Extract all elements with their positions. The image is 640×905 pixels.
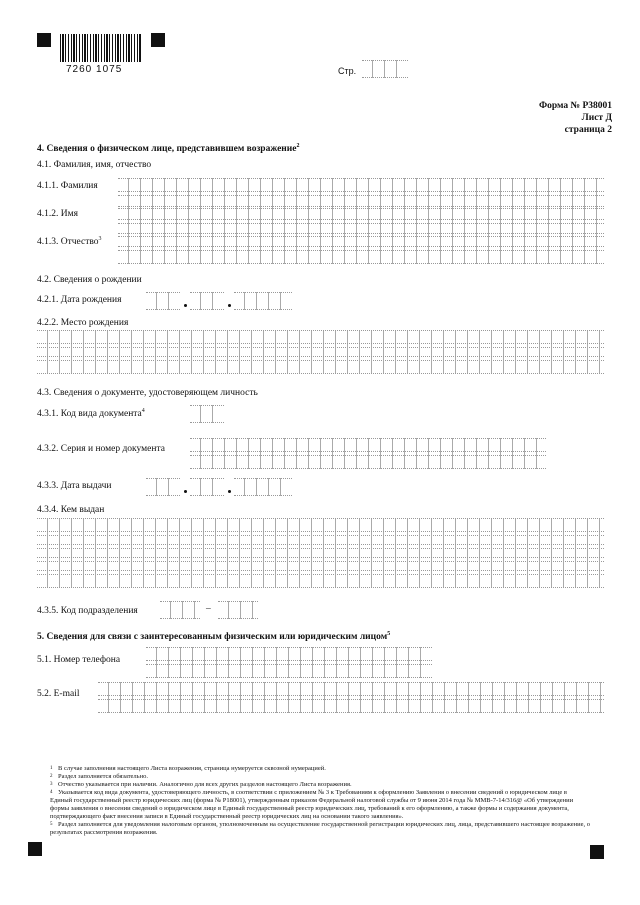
email-field-row2[interactable]	[98, 695, 604, 713]
section-4-3-label: 4.3. Сведения о документе, удостоверяющем личность	[37, 388, 258, 398]
date-separator	[184, 304, 187, 307]
birth-year-cells[interactable]	[234, 292, 292, 310]
subdivision-code-part2[interactable]	[218, 601, 258, 619]
patronymic-field-row2[interactable]	[118, 246, 604, 264]
marker-top-left	[37, 33, 51, 47]
marker-top-right	[151, 33, 165, 47]
barcode-number: 7260 1075	[66, 64, 123, 75]
section-5-title: 5. Сведения для связи с заинтересованным физическим или юридическим лицом$^5$	[37, 631, 391, 643]
birth-place-label: 4.2.2. Место рождения	[37, 318, 129, 328]
issue-year-cells[interactable]	[234, 478, 292, 496]
form-title: Форма № Р38001	[538, 101, 612, 111]
phone-label: 5.1. Номер телефона	[37, 655, 121, 665]
issue-month-cells[interactable]	[190, 478, 224, 496]
section-4-2-label: 4.2. Сведения о рождении	[37, 275, 142, 285]
issue-day-cells[interactable]	[146, 478, 180, 496]
email-label: 5.2. E-mail	[37, 689, 80, 699]
marker-bottom-right	[590, 845, 604, 859]
date-separator	[228, 304, 231, 307]
page-sub-label: страница 2	[564, 125, 612, 135]
page-number-cells[interactable]	[362, 60, 408, 78]
birth-day-cells[interactable]	[146, 292, 180, 310]
patronymic-label: 4.1.3. Отчество$^3$	[37, 236, 102, 248]
issue-date-label: 4.3.3. Дата выдачи	[37, 481, 112, 491]
subdivision-code-label: 4.3.5. Код подразделения	[37, 606, 138, 616]
birth-month-cells[interactable]	[190, 292, 224, 310]
name-label: 4.1.2. Имя	[37, 209, 78, 219]
date-separator	[228, 490, 231, 493]
issued-by-label: 4.3.4. Кем выдан	[37, 505, 105, 515]
footnote: 3 Отчество указывается при наличии. Аналогично для всех других разделов настоящего Листа возражения.	[50, 781, 352, 788]
doc-code-label: 4.3.1. Код вида документа$^4$	[37, 408, 145, 420]
phone-field-row2[interactable]	[146, 660, 432, 678]
birth-date-label: 4.2.1. Дата рождения	[37, 295, 122, 305]
marker-bottom-left	[28, 842, 42, 856]
doc-code-cells[interactable]	[190, 405, 224, 423]
barcode	[60, 34, 142, 62]
date-separator	[184, 490, 187, 493]
issued-by-row5[interactable]	[37, 570, 604, 588]
subdivision-code-part1[interactable]	[160, 601, 200, 619]
footnotes	[50, 765, 590, 837]
sheet-label: Лист Д	[581, 113, 612, 123]
footnote: 2 Раздел заполняется обязательно.	[50, 773, 148, 780]
section-4-title: 4. Сведения о физическом лице, представившем возражение$^2$	[37, 143, 300, 155]
surname-label: 4.1.1. Фамилия	[37, 181, 98, 191]
page-label: Стр.	[338, 66, 357, 76]
footnote: 1 В случае заполнения настоящего Листа возражения, страница нумеруется сквозной нумерацией.	[50, 765, 326, 772]
birth-place-row3[interactable]	[37, 356, 604, 374]
subdivision-dash: –	[206, 604, 211, 614]
doc-number-row2[interactable]	[190, 451, 546, 469]
doc-number-label: 4.3.2. Серия и номер документа	[37, 444, 165, 454]
footnote: 5 Раздел заполняется для уведомления налоговым органом, уполномоченным на осуществление государственной регистрации юридических лиц, лица, представившего настоящее возражение, о результатах рассмотрения возражения.	[50, 821, 590, 836]
footnote: 4 Указывается код вида документа, удостоверяющего личность, в соответствии с приложением № 3 к Требованиям к оформлению Заявления о внесении сведений о юридическом лице в Единый государственный реестр юридических лиц (форма № Р18001), утвержденным приказом Федеральной налоговой службы от 9 июня 2014 года № ММВ-7-14/316@ «Об утверждении формы заявления о внесении сведений о юридическом лице в Единый государственный реестр юридических лиц, требований к его оформлению, а также формы и содержания документа, подтверждающего факт внесения записи в Единый государственный реестр юридических лиц на основании такого заявления».	[50, 789, 574, 820]
section-4-1-label: 4.1. Фамилия, имя, отчество	[37, 160, 152, 170]
